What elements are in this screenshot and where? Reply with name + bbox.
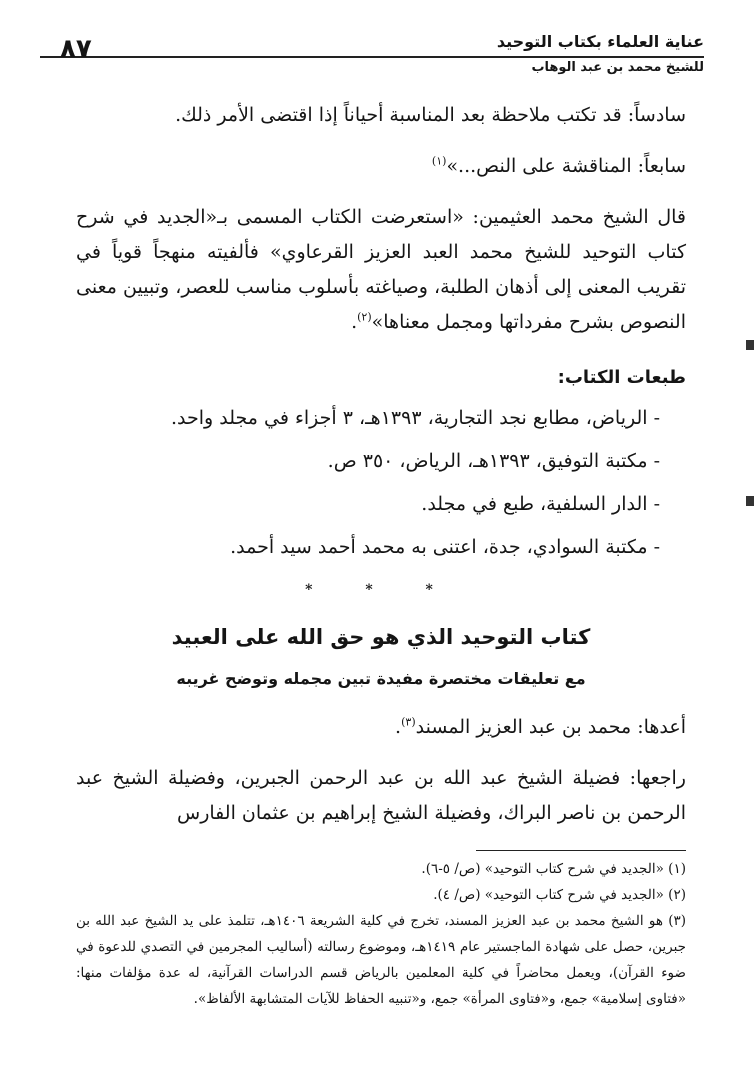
paragraph-sixth: سادساً: قد تكتب ملاحظة بعد المناسبة أحياناً إذا اقتضى الأمر ذلك. bbox=[175, 104, 686, 126]
footnote-ref-2: (٢) bbox=[357, 310, 372, 324]
running-title: عناية العلماء بكتاب التوحيد bbox=[496, 32, 704, 51]
edition-item: - الرياض، مطابع نجد التجارية، ١٣٩٣هـ، ٣ أجزاء في مجلد واحد. bbox=[171, 407, 660, 429]
page-number: ٨٧ bbox=[60, 34, 92, 64]
scan-edge-mark bbox=[746, 496, 754, 506]
prepared-by bbox=[76, 710, 686, 745]
section-divider-stars: * * * bbox=[305, 582, 457, 598]
paragraph-seventh-text: سابعاً: المناقشة على النص...» bbox=[446, 155, 686, 177]
book-subtitle: مع تعليقات مختصرة مفيدة تبين مجمله وتوضح غريبه bbox=[176, 669, 586, 688]
edition-item: - مكتبة التوفيق، ١٣٩٣هـ، الرياض، ٣٥٠ ص. bbox=[327, 450, 660, 472]
footnote-ref-3: (٣) bbox=[401, 715, 416, 729]
paragraph-uthaymeen-quote bbox=[76, 200, 686, 340]
prepared-by-text: أعدها: محمد بن عبد العزيز المسند bbox=[415, 716, 686, 738]
quote-end: . bbox=[351, 311, 358, 333]
editions-list bbox=[76, 401, 686, 565]
scan-edge-mark bbox=[746, 340, 754, 350]
footnote-3: (٣) هو الشيخ محمد بن عبد العزيز المسند، تخرج في كلية الشريعة ١٤٠٦هـ، تتلمذ على يد الشيخ عبد الله بن جبرين، حصل على شهادة الماجستير عام ١٤١٩هـ، وموضوع رسالته (أساليب المجرمين في التصدي للدعوة في ضوء القرآن)، ويعمل محاضراً في كلية المعلمين بالرياض قسم الدراسات القرآنية، له عدة مؤلفات منها: «فتاوى إسلامية» جمع، و«فتاوى المرأة» جمع، و«تنبيه الحفاظ للآيات المتشابهة الألفاظ». bbox=[76, 913, 687, 1007]
running-header bbox=[40, 18, 704, 82]
reviewed-by: راجعها: فضيلة الشيخ عبد الله بن عبد الرحمن الجبرين، وفضيلة الشيخ عبد الرحمن بن ناصر البراك، وفضيلة الشيخ إبراهيم بن عثمان الفارس bbox=[76, 767, 686, 824]
edition-item: - الدار السلفية، طبع في مجلد. bbox=[421, 493, 660, 515]
quote-text: قال الشيخ محمد العثيمين: «استعرضت الكتاب المسمى بـ«الجديد في شرح كتاب التوحيد للشيخ محمد العبد العزيز القرعاوي» فألفيته منهجاً قوياً في تقريب المعنى إلى أذهان الطلبة، وصياغته بأسلوب مناسب للعصر، وتبيين معنى النصوص بشرح مفرداتها ومجمل معناها» bbox=[76, 206, 686, 333]
edition-item: - مكتبة السوادي، جدة، اعتنى به محمد أحمد سيد أحمد. bbox=[230, 536, 660, 558]
book-title: كتاب التوحيد الذي هو حق الله على العبيد bbox=[171, 625, 591, 649]
main-text bbox=[76, 98, 686, 831]
footnote-1: (١) «الجديد في شرح كتاب التوحيد» (ص/ ٥-٦). bbox=[421, 861, 686, 877]
running-subtitle: للشيخ محمد بن عبد الوهاب bbox=[531, 60, 704, 75]
header-rule bbox=[40, 56, 704, 58]
footnote-2: (٢) «الجديد في شرح كتاب التوحيد» (ص/ ٤). bbox=[433, 887, 686, 903]
paragraph-seventh bbox=[76, 149, 686, 184]
editions-heading: طبعات الكتاب: bbox=[557, 367, 686, 388]
footnote-separator bbox=[476, 850, 686, 851]
footnotes bbox=[76, 856, 686, 1012]
prepared-by-end: . bbox=[395, 716, 402, 738]
footnote-ref-1: (١) bbox=[431, 154, 447, 168]
